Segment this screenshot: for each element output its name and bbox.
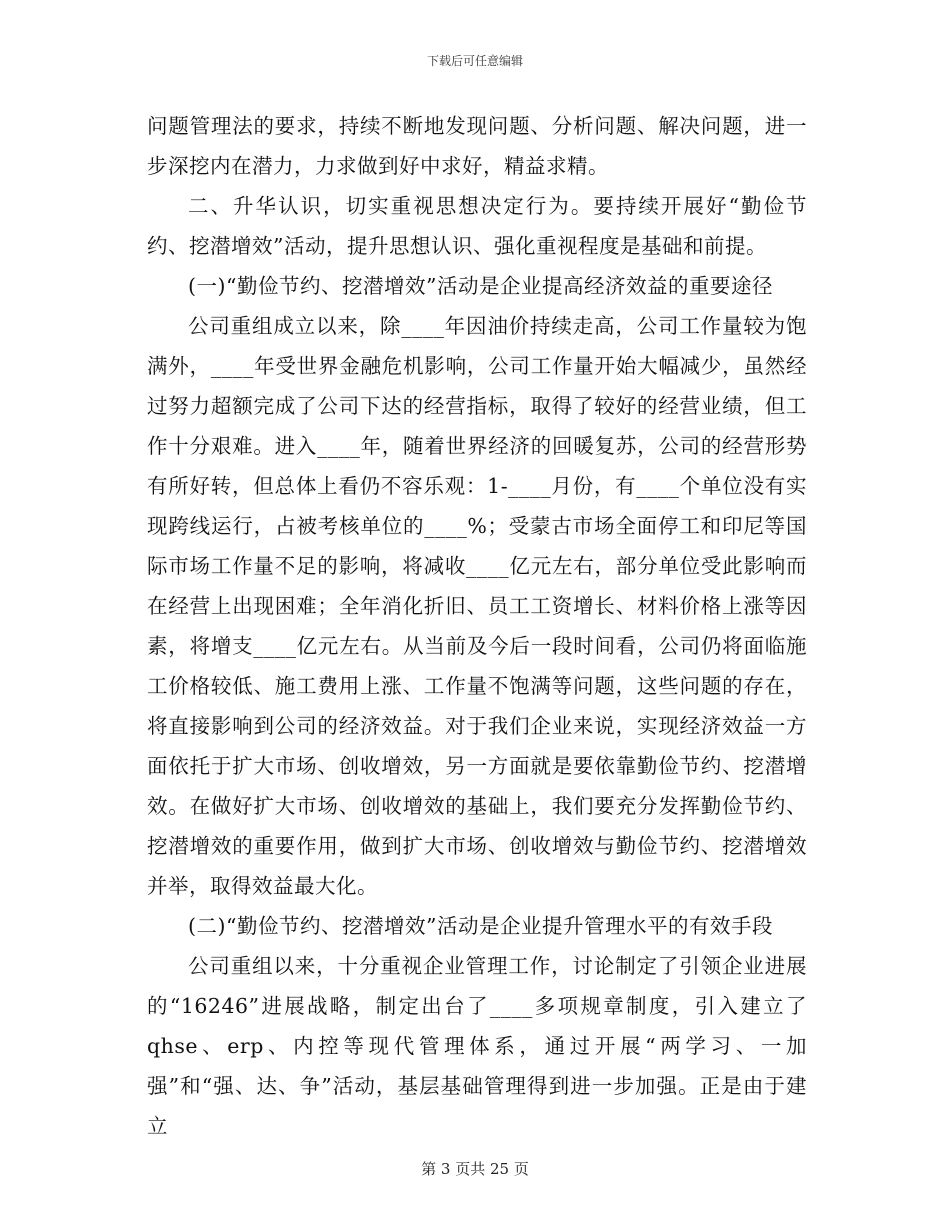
section-heading-1: (一)“勤俭节约、挖潜增效”活动是企业提高经济效益的重要途径 [188,274,773,298]
section-heading-2: (二)“勤俭节约、挖潜增效”活动是企业提升管理水平的有效手段 [188,914,773,938]
page-header: 下载后可任意编辑 [426,54,523,68]
paragraph-2: 二、升华认识，切实重视思想决定行为。要持续开展好“勤俭节约、挖潜增效”活动，提升思想认识、强化重视程度是基础和前提。 [147,194,807,258]
page-footer: 第 3 页共 25 页 [421,1160,529,1178]
paragraph-3: 公司重组成立以来，除____年因油价持续走高，公司工作量较为饱满外，____年受世界金融危机影响，公司工作量开始大幅减少，虽然经过努力超额完成了公司下达的经营指标，取得了较好的经营业绩，但工作十分艰难。进入____年，随着世界经济的回暖复苏，公司的经营形势有所好转，但总体上看仍不容乐观：1-____月份，有____个单位没有实现跨线运行，占被考核单位的____%；受蒙古市场全面停工和印尼等国际市场工作量不足的影响，将减收____亿元左右，部分单位受此影响而在经营上出现困难；全年消化折旧、员工工资增长、材料价格上涨等因素，将增支____亿元左右。从当前及今后一段时间看，公司仍将面临施工价格较低、施工费用上涨、工作量不饱满等问题，这些问题的存在，将直接影响到公司的经济效益。对于我们企业来说，实现经济效益一方面依托于扩大市场、创收增效，另一方面就是要依靠勤俭节约、挖潜增效。在做好扩大市场、创收增效的基础上，我们要充分发挥勤俭节约、挖潜增效的重要作用，做到扩大市场、创收增效与勤俭节约、挖潜增效并举，取得效益最大化。 [147,314,807,898]
paragraph-4: 公司重组以来，十分重视企业管理工作，讨论制定了引领企业进展的“16246”进展战略，制定出台了____多项规章制度，引入建立了qhse、erp、内控等现代管理体系，通过开展“两学习、一加强”和“强、达、争”活动，基层基础管理得到进一步加强。正是由于建立 [147,954,807,1138]
document-body [147,106,807,1146]
paragraph-1: 问题管理法的要求，持续不断地发现问题、分析问题、解决问题，进一步深挖内在潜力，力求做到好中求好，精益求精。 [147,114,807,178]
